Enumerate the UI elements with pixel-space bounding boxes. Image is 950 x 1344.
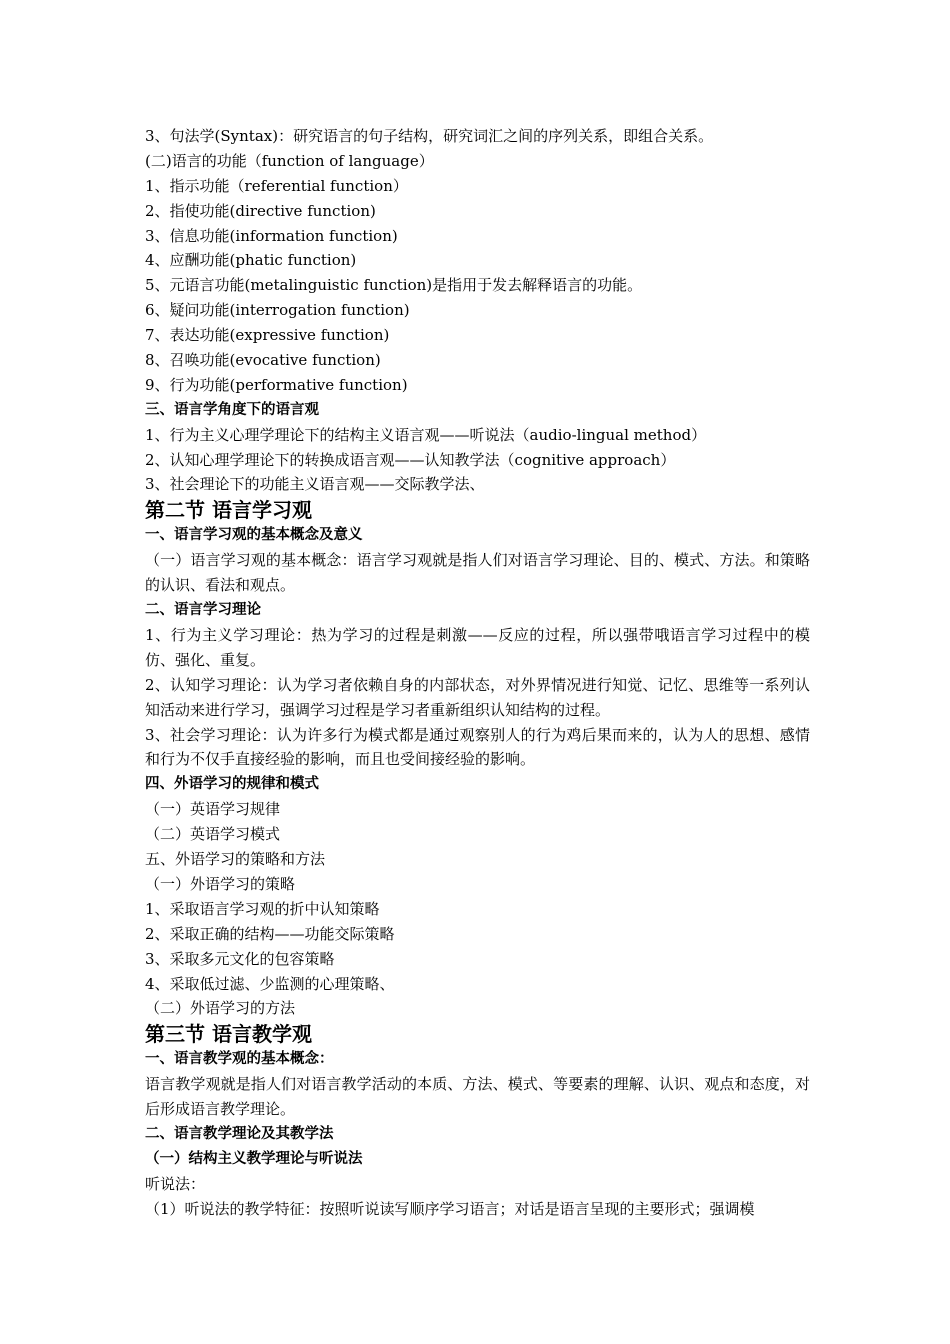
section-heading: 三、语言学角度下的语言观 [145,401,319,418]
paragraph: （一）语言学习观的基本概念：语言学习观就是指人们对语言学习理论、目的、模式、方法。和策略的认识、看法和观点。 [145,551,810,595]
text-line: （二）英语学习模式 [145,825,281,844]
text-line: （二）外语学习的方法 [145,999,296,1018]
section-heading: 二、语言教学理论及其教学法 [145,1126,334,1142]
paragraph: 1、行为主义学习理论：热为学习的过程是刺激——反应的过程，所以强带哦语言学习过程中的模仿、强化、重复。 [145,625,810,669]
text-line: 1、行为主义心理学理论下的结构主义语言观——听说法（audio-lingual method） [145,425,707,444]
text-line: 4、采取低过滤、少监测的心理策略、 [145,974,395,993]
text-line: 3、信息功能(information function) [145,226,398,245]
text-line: 3、采取多元文化的包容策略 [145,949,335,968]
text-line: 3、句法学(Syntax)：研究语言的句子结构，研究词汇之间的序列关系，即组合关系。 [145,127,714,145]
text-line: 听说法： [145,1174,206,1193]
section-heading: 一、语言教学观的基本概念： [145,1051,334,1068]
paragraph: 2、认知学习理论：认为学习者依赖自身的内部状态，对外界情况进行知觉、记忆、思维等一系列认知活动来进行学习，强调学习过程是学习者重新组织认知结构的过程。 [145,675,810,719]
text-line: （一）外语学习的策略 [145,874,296,893]
text-line: 1、指示功能（referential function） [145,176,408,195]
text-line: 9、行为功能(performative function) [145,375,408,394]
text-line: 8、召唤功能(evocative function) [145,351,381,370]
text-line: 2、采取正确的结构——功能交际策略 [145,924,395,943]
text-line: (二)语言的功能（function of language） [145,151,434,170]
section-heading: 四、外语学习的规律和模式 [145,776,319,793]
text-line: （一）英语学习规律 [145,800,281,819]
text-line: 2、认知心理学理论下的转换成语言观——认知教学法（cognitive approach） [145,450,676,469]
text-line: 五、外语学习的策略和方法 [145,850,326,869]
section-heading: 二、语言学习理论 [145,602,261,619]
paragraph: 语言教学观就是指人们对语言教学活动的本质、方法、模式、等要素的理解、认识、观点和态度，对后形成语言教学理论。 [145,1075,810,1119]
text-line: 5、元语言功能(metalinguistic function)是指用于发去解释语言的功能。 [145,276,643,295]
text-line: 1、采取语言学习观的折中认知策略 [145,899,380,918]
text-line: （1）听说法的教学特征：按照听说读写顺序学习语言；对话是语言呈现的主要形式；强调模 [145,1199,755,1218]
chapter-section-title: 第三节 语言教学观 [145,1022,312,1047]
paragraph: 3、社会学习理论：认为许多行为模式都是通过观察别人的行为鸡后果而来的，认为人的思想、感情和行为不仅手直接经验的影响，而且也受间接经验的影响。 [145,725,810,769]
text-line: 3、社会理论下的功能主义语言观——交际教学法、 [145,475,485,494]
text-line: 4、应酬功能(phatic function) [145,251,357,270]
chapter-section-title: 第二节 语言学习观 [145,498,312,523]
document-body [145,124,810,1222]
text-line: 7、表达功能(expressive function) [145,326,390,345]
text-line: 2、指使功能(directive function) [145,201,376,220]
section-heading: 一、语言学习观的基本概念及意义 [145,527,363,544]
text-line: 6、疑问功能(interrogation function) [145,301,410,320]
section-heading: （一）结构主义教学理论与听说法 [145,1150,363,1167]
